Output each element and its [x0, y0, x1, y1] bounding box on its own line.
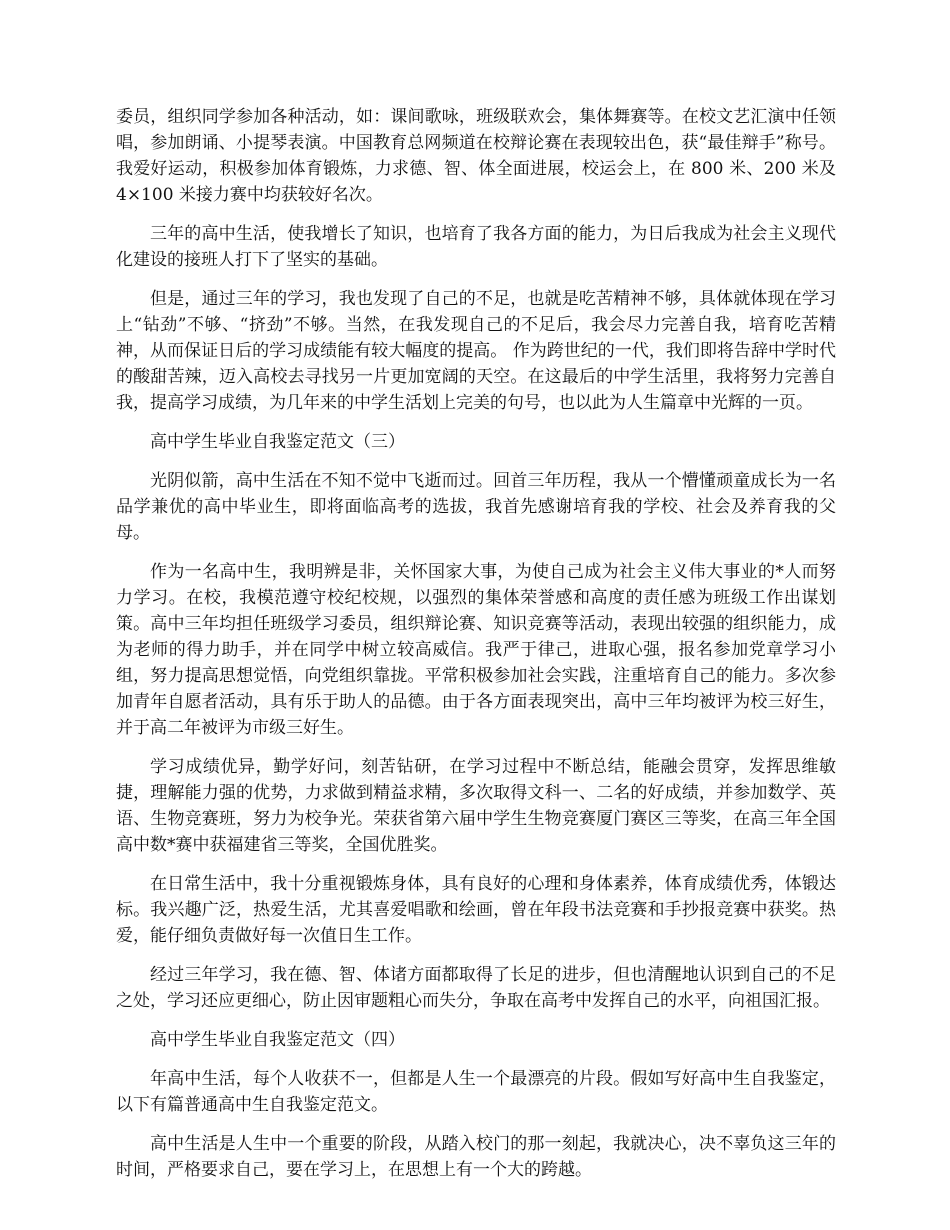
paragraph: 年高中生活，每个人收获不一，但都是人生一个最漂亮的片段。假如写好高中生自我鉴定，以下有篇普通高中生自我鉴定范文。: [116, 1069, 836, 1115]
document-page: [116, 104, 836, 1196]
paragraph: 经过三年学习，我在德、智、体诸方面都取得了长足的进步，但也清醒地认识到自己的不足之处，学习还应更细心，防止因审题粗心而失分，争取在高考中发挥自己的水平，向祖国汇报。: [116, 965, 836, 1011]
paragraph: 学习成绩优异，勤学好问，刻苦钻研，在学习过程中不断总结，能融会贯穿，发挥思维敏捷，理解能力强的优势，力求做到精益求精，多次取得文科一、二名的好成绩，并参加数学、英语、生物竞赛班，努力为校争光。荣获省第六届中学生生物竞赛厦门赛区三等奖，在高三年全国高中数*赛中获福建省三等奖，全国优胜奖。: [116, 757, 836, 855]
paragraph-continuation: 委员，组织同学参加各种活动，如：课间歌咏，班级联欢会，集体舞赛等。在校文艺汇演中任领唱，参加朗诵、小提琴表演。中国教育总网频道在校辩论赛在表现较出色，获“最佳辩手”称号。我爱好运动，积极参加体育锻炼，力求德、智、体全面进展，校运会上，在 800 米、200 米及 4×100 米接力赛中均获较好名次。: [116, 107, 836, 205]
paragraph: 但是，通过三年的学习，我也发现了自己的不足，也就是吃苦精神不够，具体就体现在学习上“钻劲”不够、“挤劲”不够。当然，在我发现自己的不足后，我会尽力完善自我，培育吃苦精神，从而保证日后的学习成绩能有较大幅度的提高。 作为跨世纪的一代，我们即将告辞中学时代的酸甜苦辣，迈入高校去寻找另一片更加宽阔的天空。在这最后的中学生活里，我将努力完善自我，提高学习成绩，为几年来的中学生活划上完美的句号，也以此为人生篇章中光辉的一页。: [116, 289, 836, 413]
paragraph: 在日常生活中，我十分重视锻炼身体，具有良好的心理和身体素养，体育成绩优秀，体锻达标。我兴趣广泛，热爱生活，尤其喜爱唱歌和绘画，曾在年段书法竞赛和手抄报竞赛中获奖。热爱，能仔细负责做好每一次值日生工作。: [116, 874, 836, 946]
paragraph: 三年的高中生活，使我增长了知识，也培育了我各方面的能力，为日后我成为社会主义现代化建设的接班人打下了坚实的基础。: [116, 224, 836, 270]
paragraph: 作为一名高中生，我明辨是非，关怀国家大事，为使自己成为社会主义伟大事业的*人而努力学习。在校，我模范遵守校纪校规，以强烈的集体荣誉感和高度的责任感为班级工作出谋划策。高中三年均担任班级学习委员，组织辩论赛、知识竞赛等活动，表现出较强的组织能力，成为老师的得力助手，并在同学中树立较高威信。我严于律己，进取心强，报名参加党章学习小组，努力提高思想觉悟，向党组织靠拢。平常积极参加社会实践，注重培育自己的能力。多次参加青年自愿者活动，具有乐于助人的品德。由于各方面表现突出，高中三年均被评为校三好生，并于高二年被评为市级三好生。: [116, 562, 836, 738]
paragraph: 高中生活是人生中一个重要的阶段，从踏入校门的那一刻起，我就决心，决不辜负这三年的时间，严格要求自己，要在学习上，在思想上有一个大的跨越。: [116, 1134, 836, 1180]
paragraph: 光阴似箭，高中生活在不知不觉中飞逝而过。回首三年历程，我从一个懵懂顽童成长为一名品学兼优的高中毕业生，即将面临高考的选拔，我首先感谢培育我的学校、社会及养育我的父母。: [116, 471, 836, 543]
section-heading-3: 高中学生毕业自我鉴定范文（三）: [150, 432, 405, 452]
section-heading-4: 高中学生毕业自我鉴定范文（四）: [150, 1030, 405, 1050]
